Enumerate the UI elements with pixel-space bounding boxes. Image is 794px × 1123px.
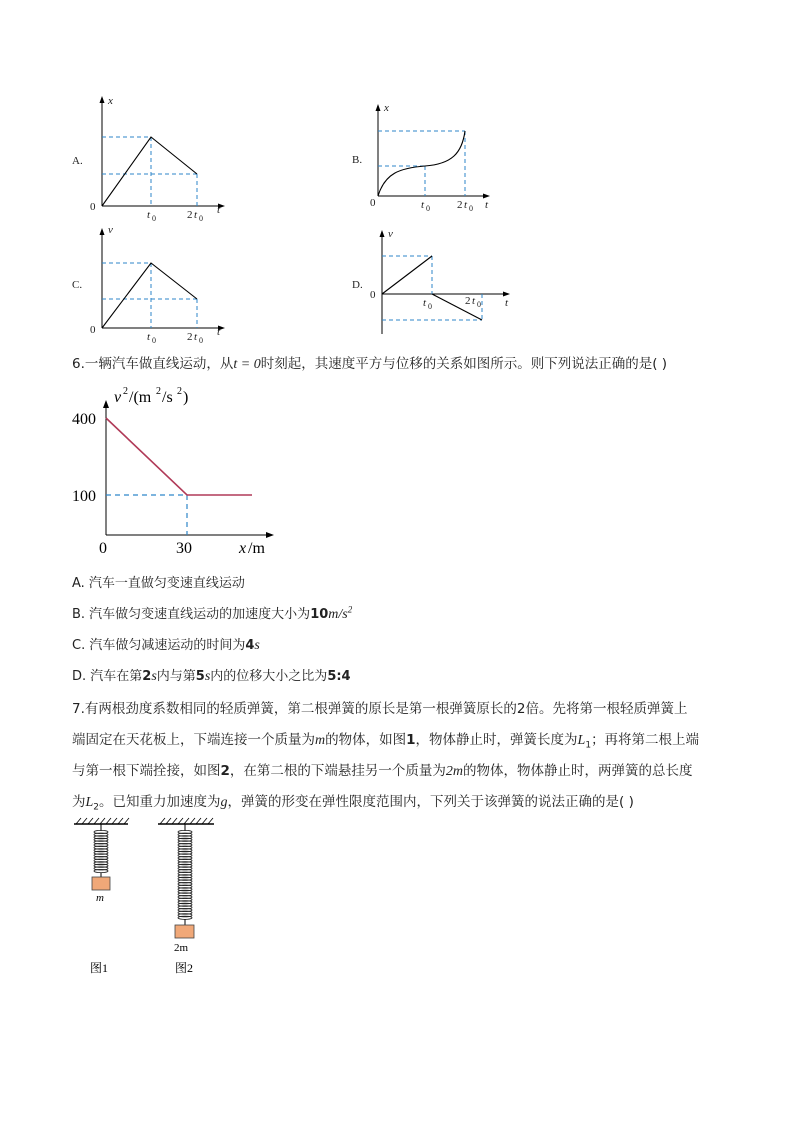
q5-graph-a [60,92,240,222]
svg-text:t: t [472,295,476,307]
svg-text:2: 2 [156,386,161,397]
svg-text:t: t [147,331,151,343]
svg-text:2: 2 [457,199,463,211]
q7-stem-line-2: 端固定在天花板上，下端连接一个质量为m的物体，如图1，物体静止时，弹簧长度为$L_1$；再将第二根上端 [72,732,700,751]
svg-text:/m: /m [248,540,265,557]
spring-2 [178,830,192,919]
q6-option-b[interactable]: B. 汽车做匀变速直线运动的加速度大小为$10m/s^2$ [72,604,353,622]
q6-option-c[interactable]: C. 汽车做匀减速运动的时间为4s [72,638,260,653]
svg-text:t: t [505,297,509,309]
option-label-b: B. [352,154,363,166]
svg-text:0: 0 [469,204,473,213]
spring-1 [94,830,108,872]
svg-text:2: 2 [465,295,471,307]
svg-text:v: v [114,389,122,406]
q7-stem-line-1: 7.有两根劲度系数相同的轻质弹簧，第二根弹簧的原长是第一根弹簧原长的2倍。先将第一根轻质弹簧上 [72,701,688,717]
q6-option-d[interactable]: D. 汽车在第2s内与第5s内的位移大小之比为5:4 [72,669,351,684]
q7-stem-line-4: 为$L_2$。已知重力加速度为g，弹簧的形变在弹性限度范围内，下列关于该弹簧的说法正确的是( ) [72,794,634,813]
svg-text:0: 0 [152,336,156,345]
svg-text:0: 0 [370,197,376,209]
mass-label-1: m [96,892,104,904]
svg-text:0: 0 [428,302,432,311]
figure-caption-2: 图2 [175,961,194,975]
q6-ytick-400: 400 [72,411,96,428]
q7-figure-2 [150,815,225,980]
svg-text:x: x [384,102,389,114]
q6-ytick-100: 100 [72,488,96,505]
q5-graph-b [340,98,510,213]
svg-text:t: t [217,204,221,216]
svg-text:t: t [464,199,468,211]
q5-graph-d [340,224,520,340]
mass-block-1 [92,877,110,890]
svg-text:2: 2 [123,386,128,397]
svg-text:v: v [108,224,113,236]
svg-text:): ) [183,389,189,406]
option-label-a: A. [72,155,83,167]
svg-text:0: 0 [199,336,203,345]
svg-text:v: v [388,228,393,240]
q6-stem: 6.一辆汽车做直线运动，从t = 0时刻起，其速度平方与位移的关系如图所示。则下列说法正确的是( ) [72,356,668,372]
svg-text:x: x [239,540,247,557]
q6-series-line [106,418,252,495]
svg-text:/(m: /(m [129,389,152,406]
q7-stem-line-3: 与第一根下端拴接，如图2，在第二根的下端悬挂另一个质量为2m的物体，物体静止时，两弹簧的总长度 [72,763,693,779]
q7-figure-1 [70,815,140,980]
q6-option-a[interactable]: A. 汽车一直做匀变速直线运动 [72,576,245,591]
svg-text:t: t [147,209,151,221]
figure-caption-1: 图1 [90,961,109,975]
svg-text:2: 2 [187,209,193,221]
svg-text:0: 0 [426,204,430,213]
svg-text:0: 0 [90,201,96,213]
q6-origin: 0 [99,540,107,557]
svg-text:x: x [108,95,113,107]
svg-text:2: 2 [187,331,193,343]
svg-text:t: t [217,326,221,338]
option-label-c: C. [72,279,83,291]
q6-xtick-30: 30 [176,540,192,557]
svg-text:0: 0 [477,300,481,309]
svg-text:0: 0 [199,214,203,222]
svg-text:/s: /s [162,389,173,406]
mass-block-2 [175,925,194,938]
svg-text:0: 0 [90,324,96,336]
svg-text:0: 0 [370,289,376,301]
svg-text:t: t [423,297,427,309]
svg-text:0: 0 [152,214,156,222]
svg-text:t: t [485,199,489,211]
svg-text:t: t [194,331,198,343]
svg-text:2: 2 [177,386,182,397]
mass-label-2: 2m [174,942,189,954]
q5-graph-c [60,222,240,348]
option-label-d: D. [352,279,363,291]
svg-text:t: t [421,199,425,211]
q6-chart [66,380,280,562]
svg-text:t: t [194,209,198,221]
